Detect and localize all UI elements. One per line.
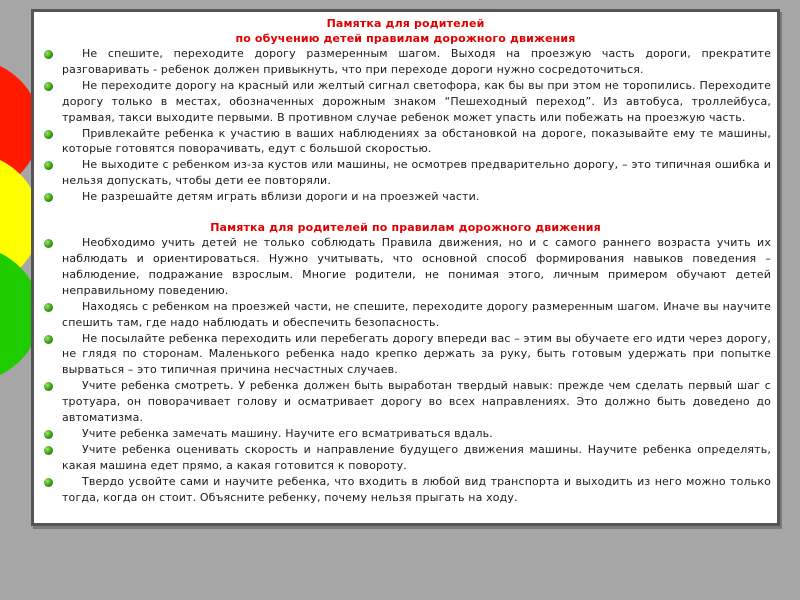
list-item-text: Учите ребенка оценивать скорость и направление будущего движения машины. Научите ребенка определять, какая машина едет прямо, а какая готовится к повороту.: [62, 442, 771, 472]
list-item: [40, 331, 771, 379]
bullet-icon: [44, 303, 53, 312]
list-item: [40, 378, 771, 426]
bullet-icon: [44, 446, 53, 455]
list-item-text: Привлекайте ребенка к участию в ваших наблюдениях за обстановкой на дороге, показывайте ему те машины, которые готовятся поворачивать, едут с большой скоростью.: [62, 126, 771, 156]
list-item: [40, 299, 771, 331]
bullet-icon: [44, 430, 53, 439]
list-item-text: Находясь с ребенком на проезжей части, не спешите, переходите дорогу размеренным шагом. Иначе вы научите спешить там, где надо наблюдать и обеспечить безопасность.: [62, 299, 771, 329]
section2-title: Памятка для родителей по правилам дорожного движения: [210, 221, 601, 235]
list-item: [40, 189, 771, 205]
list-item-text: Не разрешайте детям играть вблизи дороги и на проезжей части.: [82, 190, 480, 204]
list-item-text: Не переходите дорогу на красный или желтый сигнал светофора, как бы вы при этом не торопились. Переходите дорогу только в местах, обозначенных дорожным знаком “Пешеходный переход”. Из автобуса, троллейбуса, трамвая, такси выходите первыми. В противном случае ребенок может упасть или побежать на проезжую часть.: [62, 78, 771, 124]
list-item-text: Необходимо учить детей не только соблюдать Правила движения, но и с самого раннего возраста учить их наблюдать и ориентироваться. Нужно учитывать, что основной способ формирования навыков поведения – наблюдение, подражание взрослым. Многие родители, не понимая этого, личным примером обучают детей неправильному поведению.: [62, 236, 771, 297]
list-item-text: Учите ребенка смотреть. У ребенка должен быть выработан твердый навык: прежде чем сделать первый шаг с тротуара, он поворачивает голову и осматривает дорогу во всех направлениях. Это должно быть доведено до автоматизма.: [62, 379, 771, 425]
bullet-icon: [44, 478, 53, 487]
section1-title: Памятка для родителей: [326, 17, 485, 30]
bullet-icon: [44, 239, 53, 248]
list-item: [40, 426, 771, 442]
bullet-icon: [44, 335, 53, 344]
list-item-text: Твердо усвойте сами и научите ребенка, что входить в любой вид транспорта и выходить из него можно только тогда, когда он стоит. Объясните ребенку, почему нельзя прыгать на ходу.: [62, 474, 771, 504]
list-item: [40, 442, 771, 474]
list-item-text: Не спешите, переходите дорогу размеренным шагом. Выходя на проезжую часть дороги, прекратите разговаривать - ребенок должен привыкнуть, что при переходе дороги нужно сосредоточиться.: [62, 47, 771, 76]
list-item-text: Не посылайте ребенка переходить или перебегать дорогу впереди вас – этим вы обучаете его идти через дорогу, не глядя по сторонам. Маленького ребенка надо крепко держать за руку, быть готовым удержать при попытке вырваться – это типичная причина несчастных случаев.: [62, 331, 771, 377]
bullet-icon: [44, 130, 53, 139]
bullet-icon: [44, 82, 53, 91]
list-item: [40, 46, 771, 78]
memo-panel: [31, 9, 780, 526]
list-item: [40, 157, 771, 189]
list-item: [40, 126, 771, 158]
list-item: [40, 235, 771, 299]
list-item: [40, 474, 771, 506]
list-item-text: Не выходите с ребенком из-за кустов или машины, не осмотрев предварительно дорогу, – это типичная ошибка и нельзя допускать, чтобы дети ее повторяли.: [62, 158, 771, 188]
list-item: [40, 78, 771, 126]
section1-subtitle: по обучению детей правилам дорожного движения: [235, 32, 576, 45]
bullet-icon: [44, 50, 53, 59]
list-item-text: Учите ребенка замечать машину. Научите его всматриваться вдаль.: [82, 426, 493, 440]
